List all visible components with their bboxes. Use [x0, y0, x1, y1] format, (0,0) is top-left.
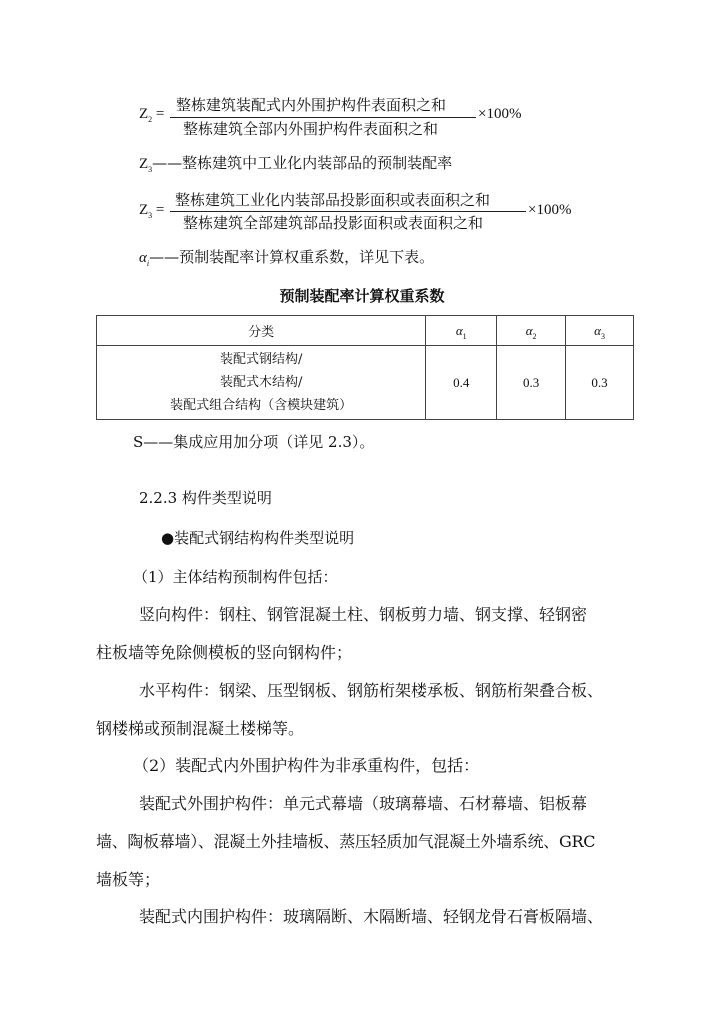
header-alpha-2	[497, 316, 566, 346]
formula-z3-subscript: 3	[148, 211, 153, 220]
formula-z2-numerator: 整栋建筑装配式内外围护构件表面积之和	[176, 96, 447, 114]
weight-table	[96, 315, 634, 420]
formula-z2-denominator: 整栋建筑全部内外围护构件表面积之和	[183, 120, 439, 138]
z3-definition-text: ——整栋建筑中工业化内装部品的预制装配率	[152, 154, 453, 172]
alpha-definition	[139, 246, 434, 267]
item-1: （1）主体结构预制构件包括：	[133, 568, 338, 586]
paragraph-3-line-2: 墙、陶板幕墙）、混凝土外挂墙板、蒸压轻质加气混凝土外墙系统、GRC	[96, 832, 596, 851]
bullet-heading: ●装配式钢结构构件类型说明	[161, 529, 355, 547]
header-alpha-3-sub: 3	[600, 331, 605, 341]
paragraph-2-line-2: 钢楼梯或预制混凝土楼梯等。	[96, 719, 305, 738]
alpha-definition-subscript: i	[146, 259, 150, 268]
paragraph-1-line-1: 竖向构件：钢柱、钢管混凝土柱、钢板剪力墙、钢支撑、轻钢密	[139, 605, 588, 624]
paragraph-4-line-1: 装配式内围护构件：玻璃隔断、木隔断墙、轻钢龙骨石膏板隔墙、	[139, 907, 604, 926]
formula-z2-multiplier: ×100%	[478, 106, 522, 122]
header-alpha-3-symbol: α	[594, 322, 601, 338]
row-category-line-3: 装配式组合结构（含模块建筑）	[170, 398, 353, 413]
z3-definition	[139, 152, 452, 173]
row-category-line-1: 装配式钢结构/	[219, 352, 303, 367]
paragraph-3-line-3: 墙板等；	[96, 870, 161, 889]
z3-definition-symbol: Z	[139, 156, 149, 172]
alpha-definition-symbol: α	[139, 250, 147, 266]
formula-z2-equals: =	[155, 106, 165, 122]
formula-z3-numerator: 整栋建筑工业化内装部品投影面积或表面积之和	[175, 191, 491, 209]
header-alpha-3	[566, 316, 634, 346]
alpha-definition-text: ——预制装配率计算权重系数，详见下表。	[149, 248, 435, 266]
header-alpha-1-symbol: α	[455, 322, 463, 338]
row-alpha-2-value: 0.3	[497, 346, 566, 420]
formula-z3-denominator: 整栋建筑全部建筑部品投影面积或表面积之和	[183, 214, 484, 232]
header-alpha-2-sub: 2	[532, 331, 537, 341]
formula-z3-symbol: Z	[139, 202, 149, 218]
row-alpha-1-value: 0.4	[426, 346, 497, 420]
paragraph-3-line-1: 装配式外围护构件：单元式幕墙（玻璃幕墙、石材幕墙、铝板幕	[139, 794, 588, 813]
formula-z2-lhs	[139, 106, 164, 123]
header-category: 分类	[97, 316, 426, 346]
row-category-line-2: 装配式木结构/	[219, 375, 303, 390]
formula-z3-equals: =	[155, 202, 165, 218]
section-heading: 2.2.3 构件类型说明	[139, 489, 272, 507]
table-header-row	[97, 316, 634, 346]
item-2: （2）装配式内外围护构件为非承重构件，包括：	[133, 756, 480, 775]
s-definition: S——集成应用加分项（详见 2.3）。	[133, 433, 375, 451]
formula-z3-lhs	[139, 202, 164, 219]
paragraph-1-line-2: 柱板墙等免除侧模板的竖向钢构件；	[96, 643, 353, 662]
header-alpha-1	[426, 316, 497, 346]
z3-definition-subscript: 3	[148, 165, 153, 174]
header-alpha-1-sub: 1	[462, 331, 467, 341]
paragraph-2-line-1: 水平构件：钢梁、压型钢板、钢筋桁架楼承板、钢筋桁架叠合板、	[139, 681, 604, 700]
formula-z2-subscript: 2	[148, 115, 153, 124]
formula-z3-multiplier: ×100%	[528, 202, 572, 218]
table-row	[97, 346, 634, 420]
row-alpha-3-value: 0.3	[566, 346, 634, 420]
formula-z2-symbol: Z	[139, 106, 149, 122]
row-category	[97, 346, 426, 420]
header-alpha-2-symbol: α	[525, 322, 533, 338]
table-caption: 预制装配率计算权重系数	[279, 287, 445, 305]
